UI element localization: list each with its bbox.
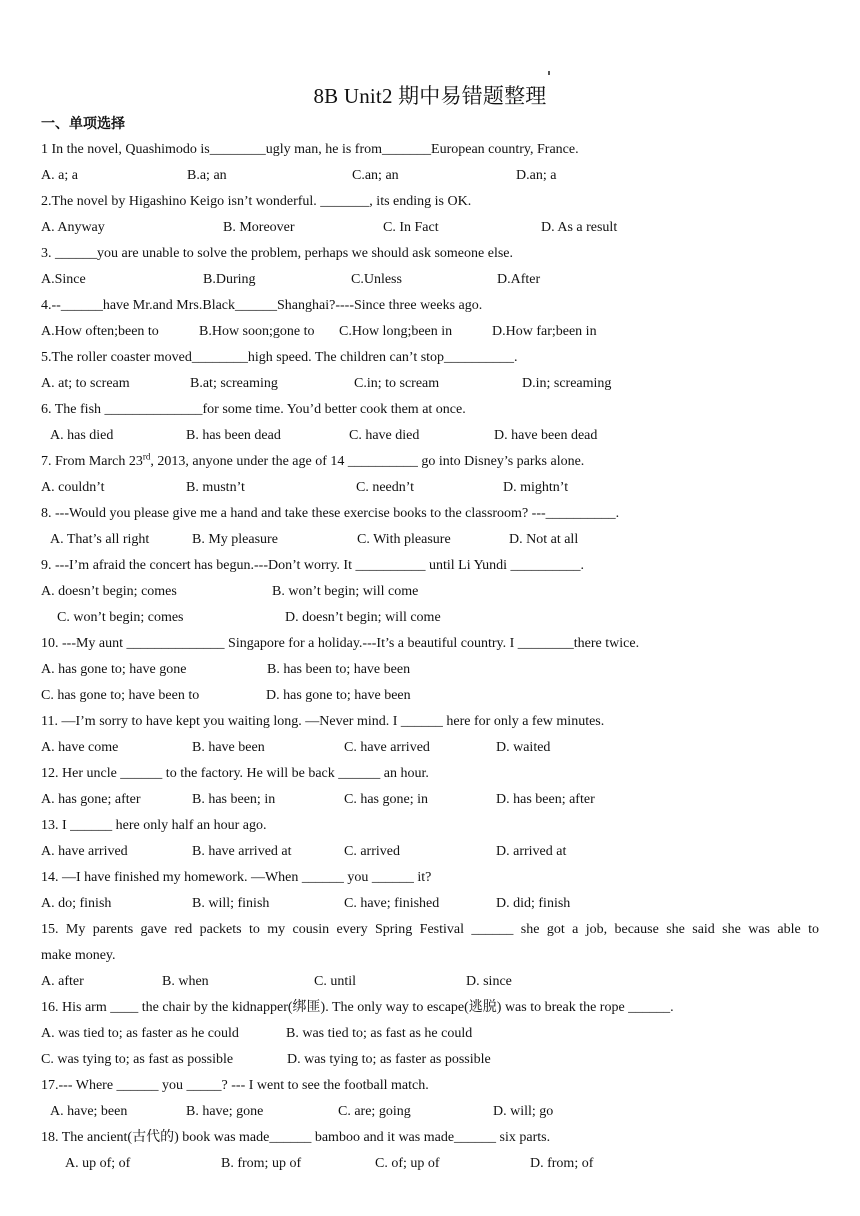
answer-option: C. have; finished [344, 896, 440, 911]
answer-option: A. doesn’t begin; comes [41, 584, 177, 599]
section-heading: 一、单项选择 [41, 116, 125, 132]
question-stem-continued: make money. [41, 948, 116, 963]
options-row [0, 163, 860, 189]
answer-option: A.Since [41, 272, 86, 287]
answer-option: B. have arrived at [192, 844, 292, 859]
options-row [0, 475, 860, 501]
answer-option: D. Not at all [509, 532, 579, 547]
question-stem: 15. My parents gave red packets to my cousin every Spring Festival ______ she got a job, because she said she was able to [41, 922, 819, 937]
answer-option: A. has gone to; have gone [41, 662, 187, 677]
answer-option: B.During [203, 272, 256, 287]
answer-option: D.an; a [516, 168, 557, 183]
answer-option: D.in; screaming [522, 376, 612, 391]
answer-option: D. As a result [541, 220, 618, 235]
answer-option: A. after [41, 974, 84, 989]
answer-option: A. couldn’t [41, 480, 105, 495]
answer-option: C. has gone; in [344, 792, 428, 807]
answer-option: C. arrived [344, 844, 400, 859]
question-stem: 12. Her uncle ______ to the factory. He will be back ______ an hour. [41, 766, 429, 781]
answer-option: C. have died [349, 428, 420, 443]
question-stem: 13. I ______ here only half an hour ago. [41, 818, 267, 833]
options-row [0, 215, 860, 241]
answer-option: A. at; to scream [41, 376, 130, 391]
answer-option: B. was tied to; as fast as he could [286, 1026, 473, 1041]
question-stem: 17.--- Where ______ you _____? --- I went to see the football match. [41, 1078, 429, 1093]
answer-option: C. was tying to; as fast as possible [41, 1052, 234, 1067]
answer-option: B.How soon;gone to [199, 324, 315, 339]
options-row [0, 735, 860, 761]
answer-option: A. has gone; after [41, 792, 141, 807]
answer-option: A. have arrived [41, 844, 128, 859]
answer-option: C. has gone to; have been to [41, 688, 200, 703]
answer-option: D. has been; after [496, 792, 595, 807]
answer-option: B. has been; in [192, 792, 276, 807]
answer-option: C. In Fact [383, 220, 439, 235]
answer-option: C. of; up of [375, 1156, 440, 1171]
answer-option: D. waited [496, 740, 551, 755]
answer-option: B.at; screaming [190, 376, 278, 391]
answer-option: D. have been dead [494, 428, 598, 443]
answer-option: C. have arrived [344, 740, 430, 755]
options-row [0, 1151, 860, 1177]
answer-option: D. was tying to; as faster as possible [287, 1052, 491, 1067]
answer-option: C. needn’t [356, 480, 415, 495]
answer-option: D. did; finish [496, 896, 571, 911]
answer-option: A. up of; of [65, 1156, 131, 1171]
answer-option: A. Anyway [41, 220, 105, 235]
answer-option: A. has died [50, 428, 114, 443]
options-row [0, 891, 860, 917]
options-row [0, 839, 860, 865]
answer-option: D. will; go [493, 1104, 554, 1119]
answer-option: B. has been dead [186, 428, 281, 443]
question-stem: 18. The ancient(古代的) book was made______ bamboo and it was made______ six parts. [41, 1130, 551, 1145]
answer-option: C.How long;been in [339, 324, 453, 339]
options-row [0, 371, 860, 397]
question-stem: 2.The novel by Higashino Keigo isn’t wonderful. _______, its ending is OK. [41, 194, 472, 209]
answer-option: C.in; to scream [354, 376, 440, 391]
stem-superscript: rd [142, 451, 151, 462]
options-row [0, 1021, 860, 1047]
question-stem: 16. His arm ____ the chair by the kidnapper(绑匪). The only way to escape(逃脱) was to break the rope ______. [41, 1000, 674, 1015]
answer-option: D. has gone to; have been [266, 688, 411, 703]
answer-option: B. has been to; have been [267, 662, 411, 677]
question-stem: 5.The roller coaster moved________high speed. The children can’t stop__________. [41, 350, 518, 365]
answer-option: B.a; an [187, 168, 227, 183]
answer-option: D. doesn’t begin; will come [285, 610, 441, 625]
options-row [0, 657, 860, 683]
answer-option: C.Unless [351, 272, 402, 287]
options-row [0, 579, 860, 605]
page-mark [548, 71, 550, 75]
question-stem: 11. —I’m sorry to have kept you waiting long. —Never mind. I ______ here for only a few minutes. [41, 714, 605, 729]
question-stem: 9. ---I’m afraid the concert has begun.---Don’t worry. It __________ until Li Yundi __________. [41, 558, 585, 573]
question-stem: 14. —I have finished my homework. —When ______ you ______ it? [41, 870, 432, 885]
stem-text: 7. From March 23 [41, 454, 143, 469]
answer-option: D.How far;been in [492, 324, 597, 339]
answer-option: A. do; finish [41, 896, 112, 911]
answer-option: A. a; a [41, 168, 78, 183]
options-row [0, 423, 860, 449]
question-stem [0, 449, 860, 475]
options-row [0, 787, 860, 813]
answer-option: B. mustn’t [186, 480, 245, 495]
answer-option: D. mightn’t [503, 480, 569, 495]
question-stem: 6. The fish ______________for some time. You’d better cook them at once. [41, 402, 466, 417]
answer-option: D. arrived at [496, 844, 567, 859]
question-stem: 3. ______you are unable to solve the problem, perhaps we should ask someone else. [41, 246, 514, 261]
options-row [0, 1047, 860, 1073]
options-row [0, 319, 860, 345]
answer-option: B. have; gone [186, 1104, 264, 1119]
answer-option: C. are; going [338, 1104, 411, 1119]
answer-option: D. from; of [530, 1156, 594, 1171]
answer-option: C. With pleasure [357, 532, 451, 547]
answer-option: B. will; finish [192, 896, 270, 911]
answer-option: C. won’t begin; comes [57, 610, 184, 625]
answer-option: A. have come [41, 740, 119, 755]
answer-option: B. when [162, 974, 209, 989]
options-row [0, 1099, 860, 1125]
question-stem: 1 In the novel, Quashimodo is________ugly man, he is from_______European country, France. [41, 142, 579, 157]
options-row [0, 605, 860, 631]
answer-option: D. since [466, 974, 512, 989]
answer-option: B. from; up of [221, 1156, 302, 1171]
options-row [0, 969, 860, 995]
page-title: 8B Unit2 期中易错题整理 [313, 84, 547, 108]
answer-option: A. have; been [50, 1104, 128, 1119]
question-stem: 8. ---Would you please give me a hand and take these exercise books to the classroom? ---__________. [41, 506, 620, 521]
answer-option: B. My pleasure [192, 532, 278, 547]
stem-text: , 2013, anyone under the age of 14 __________ go into Disney’s parks alone. [150, 454, 585, 469]
answer-option: C. until [314, 974, 357, 989]
options-row [0, 527, 860, 553]
answer-option: B. won’t begin; will come [272, 584, 419, 599]
answer-option: B. have been [192, 740, 265, 755]
answer-option: D.After [497, 272, 541, 287]
answer-option: B. Moreover [223, 220, 295, 235]
question-list [0, 137, 860, 1177]
answer-option: A. That’s all right [50, 532, 150, 547]
answer-option: A.How often;been to [41, 324, 159, 339]
options-row [0, 267, 860, 293]
question-stem: 10. ---My aunt ______________ Singapore for a holiday.---It’s a beautiful country. I ________there twice. [41, 636, 640, 651]
answer-option: A. was tied to; as faster as he could [41, 1026, 239, 1041]
answer-option: C.an; an [352, 168, 399, 183]
question-stem: 4.--______have Mr.and Mrs.Black______Shanghai?----Since three weeks ago. [41, 298, 483, 313]
options-row [0, 683, 860, 709]
